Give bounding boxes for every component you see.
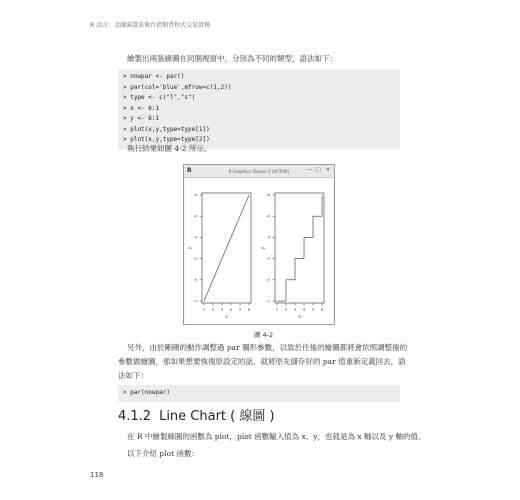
plot-function-paragraph: 在 R 中繪製線圖的函數為 plot，plot 函數輸入值為 x、y，也就是為 x 軸以及 y 軸的值。	[127, 432, 426, 441]
x-tick-label: 3	[220, 308, 224, 312]
restore-paragraph-line-1: 另外，由於剛剛的動作調整過 par 圖形參數，以致於往後的繪圖都將會依照調整後的	[127, 343, 408, 352]
r-logo-icon: R	[187, 167, 192, 174]
code-line: > par(nowpar)	[123, 389, 170, 396]
page-number: 118	[90, 471, 104, 479]
y-tick-label: 4	[267, 236, 271, 239]
x-tick-label: 6	[320, 308, 324, 312]
code-line: > nowpar <- par()	[123, 73, 185, 80]
y-tick-label: 6	[194, 193, 198, 197]
section-title: Line Chart ( 線圖 )	[159, 409, 275, 424]
y-axis-label: y	[260, 246, 265, 250]
result-paragraph: 執行結果如圖 4-2 所示。	[127, 144, 212, 153]
intro-paragraph: 繪製出兩張線圖在同個視窗中，分別為不同的類型，語法如下：	[127, 54, 337, 63]
x-tick-label: 1	[275, 308, 279, 312]
y-tick-label: 2	[194, 278, 198, 281]
r-graphics-window	[183, 164, 335, 325]
plot-frame	[275, 193, 324, 303]
y-tick-label: 3	[267, 257, 271, 260]
y-tick-label: 6	[267, 193, 271, 197]
y-tick-label: 1	[194, 299, 198, 303]
figure-caption: 圖 4-2	[254, 331, 274, 339]
running-header: R 語言：金融演算法與台指期貨程式交易實務	[90, 22, 211, 29]
plot-intro-paragraph: 以下介紹 plot 函數：	[127, 449, 199, 458]
x-axis-label: x	[298, 314, 301, 319]
code-line: > plot(x,y,type=type[1])	[123, 125, 210, 133]
minimize-icon[interactable]: —	[307, 167, 312, 173]
code-block-1	[118, 69, 400, 149]
y-tick-label: 3	[194, 257, 198, 260]
x-axis-label: x	[225, 314, 228, 319]
window-titlebar	[184, 165, 334, 178]
restore-paragraph-line-3: 法如下：	[118, 371, 148, 380]
y-tick-label: 1	[267, 299, 271, 303]
x-tick-label: 2	[211, 308, 215, 312]
code-line: > par(col='blue',mfrow=c(1,2))	[123, 83, 232, 91]
x-tick-label: 4	[302, 308, 306, 312]
window-title: R Graphics: Device 2 (ACTIVE)	[228, 169, 290, 174]
y-axis-label: y	[187, 246, 192, 250]
close-icon[interactable]: ✕	[325, 167, 330, 173]
x-tick-label: 2	[284, 308, 288, 312]
x-tick-label: 4	[229, 308, 233, 312]
x-tick-label: 6	[247, 308, 251, 312]
x-tick-label: 5	[238, 308, 242, 312]
code-line: > x <- 6:1	[123, 104, 160, 112]
section-heading	[118, 405, 275, 424]
restore-paragraph-line-2: 參數做繪圖，那如果想要恢復原設定的話，就將原先儲存好的 par 值重新定義回去，語	[118, 357, 406, 366]
plot-area	[185, 178, 333, 324]
plots-svg	[185, 178, 333, 324]
maximize-icon[interactable]: □	[316, 167, 321, 173]
y-tick-label: 5	[194, 215, 198, 218]
y-tick-label: 2	[267, 278, 271, 281]
code-line: > plot(x,y,type=type[2])	[123, 136, 210, 143]
code-block-2	[118, 385, 400, 402]
x-tick-label: 5	[311, 308, 315, 312]
y-tick-label: 5	[267, 215, 271, 218]
x-tick-label: 1	[202, 308, 206, 312]
code-line: > y <- 6:1	[123, 115, 160, 122]
line-series	[204, 195, 249, 301]
section-number: 4.1.2	[118, 409, 152, 424]
y-tick-label: 4	[194, 236, 198, 239]
x-tick-label: 3	[293, 308, 297, 312]
step-series	[277, 195, 322, 301]
code-line: > type <- c("l","s")	[123, 94, 196, 101]
